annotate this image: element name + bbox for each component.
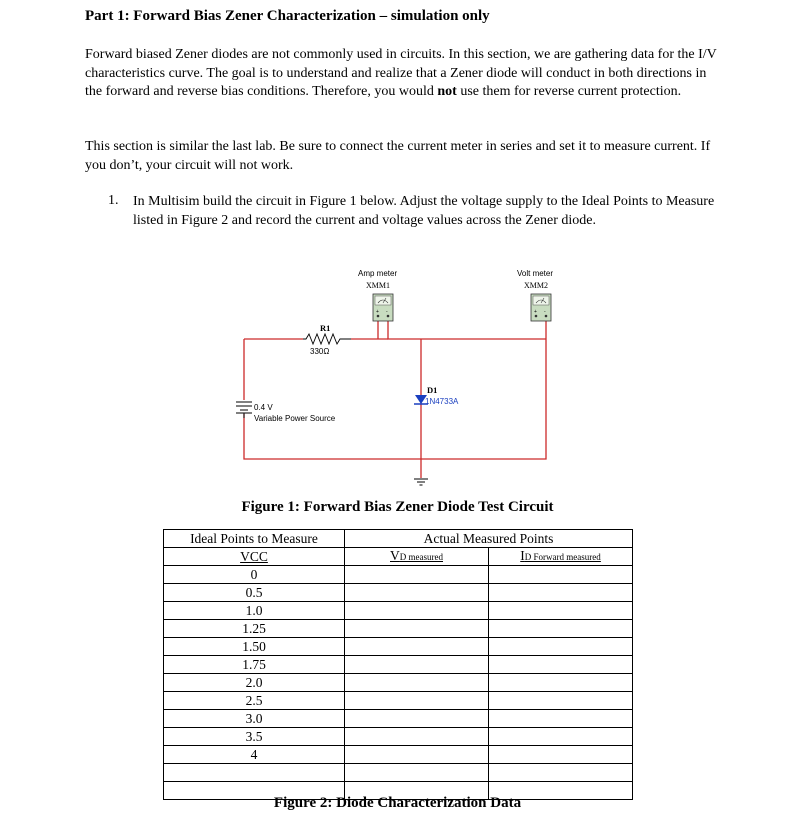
vcc-cell — [164, 764, 345, 782]
volt-meter-icon — [531, 294, 551, 321]
id-input-cell[interactable] — [489, 692, 633, 710]
characterization-table — [163, 529, 633, 800]
vd-input-cell[interactable] — [345, 584, 489, 602]
figure1-caption: Figure 1: Forward Bias Zener Diode Test Circuit — [241, 499, 554, 515]
vcc-header: VCC — [164, 548, 345, 566]
intro-bold-word: not — [437, 84, 457, 99]
table-row — [164, 746, 633, 764]
table-row — [164, 638, 633, 656]
vcc-cell: 4 — [164, 746, 345, 764]
source-voltage: 0.4 V — [254, 403, 273, 412]
table-row — [164, 620, 633, 638]
vcc-cell: 1.0 — [164, 602, 345, 620]
id-input-cell[interactable] — [489, 656, 633, 674]
step-number: 1. — [108, 193, 119, 208]
svg-text:-: - — [544, 309, 546, 315]
amp-meter-icon — [373, 294, 393, 321]
vd-input-cell[interactable] — [345, 620, 489, 638]
table-row — [164, 602, 633, 620]
vd-input-cell[interactable] — [345, 692, 489, 710]
id-sub: D Forward measured — [524, 552, 601, 562]
diode-ref: D1 — [427, 385, 438, 395]
vd-input-cell[interactable] — [345, 674, 489, 692]
vcc-cell: 2.0 — [164, 674, 345, 692]
table-row — [164, 710, 633, 728]
vd-input-cell[interactable] — [345, 566, 489, 584]
vcc-cell: 1.25 — [164, 620, 345, 638]
table-row — [164, 674, 633, 692]
vcc-cell: 3.5 — [164, 728, 345, 746]
amp-meter-ref: XMM1 — [366, 281, 391, 290]
id-main: I — [520, 548, 525, 563]
id-input-cell[interactable] — [489, 566, 633, 584]
intro-text-1: Forward biased Zener diodes are not commonly used in circuits. In this section, we are gathering data for the I/V characteristics curve. The goal is to understand and realize that a Zener diode will conduct in both directions in the forward and reverse bias conditions. Therefore, you would — [85, 47, 717, 99]
vd-main: V — [390, 548, 400, 563]
id-input-cell[interactable] — [489, 620, 633, 638]
vd-input-cell[interactable] — [345, 746, 489, 764]
id-input-cell[interactable] — [489, 584, 633, 602]
vcc-cell: 2.5 — [164, 692, 345, 710]
meter-instructions-paragraph: This section is similar the last lab. Be sure to connect the current meter in series and set it to measure current. If you don’t, your circuit will not work. — [85, 139, 711, 173]
vcc-cell: 3.0 — [164, 710, 345, 728]
ground-symbol — [414, 479, 428, 485]
vd-header — [345, 548, 489, 566]
volt-meter-label: Volt meter — [517, 269, 554, 278]
vd-input-cell[interactable] — [345, 764, 489, 782]
id-input-cell[interactable] — [489, 764, 633, 782]
table-row — [164, 656, 633, 674]
vd-input-cell[interactable] — [345, 602, 489, 620]
intro-text-2: use them for reverse current protection. — [456, 84, 682, 99]
vd-input-cell[interactable] — [345, 638, 489, 656]
resistor-value: 330Ω — [310, 347, 330, 356]
vcc-cell: 0 — [164, 566, 345, 584]
table-row — [164, 566, 633, 584]
id-input-cell[interactable] — [489, 638, 633, 656]
id-input-cell[interactable] — [489, 710, 633, 728]
figure2-caption: Figure 2: Diode Characterization Data — [273, 795, 522, 811]
volt-meter-ref: XMM2 — [524, 281, 549, 290]
section-heading: Part 1: Forward Bias Zener Characterization – simulation only — [85, 8, 490, 24]
vd-input-cell[interactable] — [345, 656, 489, 674]
id-input-cell[interactable] — [489, 674, 633, 692]
id-input-cell[interactable] — [489, 602, 633, 620]
id-header — [489, 548, 633, 566]
vcc-cell: 1.50 — [164, 638, 345, 656]
vd-input-cell[interactable] — [345, 728, 489, 746]
svg-text:+: + — [534, 309, 537, 315]
header-ideal-points: Ideal Points to Measure — [164, 530, 345, 548]
vcc-cell: 1.75 — [164, 656, 345, 674]
id-input-cell[interactable] — [489, 746, 633, 764]
svg-text:+: + — [376, 309, 379, 315]
vd-input-cell[interactable] — [345, 710, 489, 728]
vd-sub: D measured — [399, 552, 443, 562]
circuit-wires — [244, 321, 546, 478]
diode-part: 1N4733A — [425, 397, 459, 406]
id-input-cell[interactable] — [489, 728, 633, 746]
table-row — [164, 692, 633, 710]
vcc-cell: 0.5 — [164, 584, 345, 602]
header-actual-points: Actual Measured Points — [345, 530, 633, 548]
table-row — [164, 584, 633, 602]
amp-meter-label: Amp meter — [358, 269, 398, 278]
svg-text:-: - — [386, 309, 388, 315]
resistor-ref: R1 — [320, 323, 331, 333]
step-text: In Multisim build the circuit in Figure 1 below. Adjust the voltage supply to the Ideal Points to Measure listed in Figure 2 and record the current and voltage values across the Zener diode. — [133, 194, 715, 228]
table-row — [164, 764, 633, 782]
source-label: Variable Power Source — [254, 414, 336, 423]
table-header-row — [164, 530, 633, 548]
table-row — [164, 728, 633, 746]
table-subheader-row — [164, 548, 633, 566]
